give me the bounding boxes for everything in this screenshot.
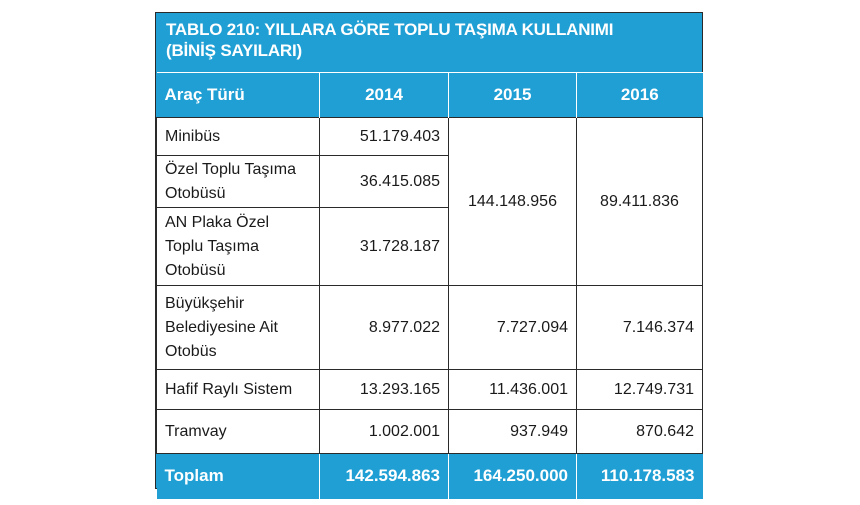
data-table-container	[155, 12, 703, 489]
header-vehicle-type: Araç Türü	[157, 73, 320, 118]
row-label: Büyükşehir Belediyesine Ait Otobüs	[157, 286, 320, 370]
merged-value-2016: 89.411.836	[577, 118, 703, 286]
table-row	[157, 370, 703, 410]
value-2014: 51.179.403	[320, 118, 449, 156]
table-row	[157, 118, 703, 156]
value-2015: 937.949	[449, 410, 577, 454]
row-label: AN Plaka Özel Toplu Taşıma Otobüsü	[157, 208, 320, 286]
table-title-line-1: TABLO 210: YILLARA GÖRE TOPLU TAŞIMA KULLANIMI	[166, 20, 614, 39]
total-label: Toplam	[157, 454, 320, 499]
header-row	[157, 73, 703, 118]
header-2016: 2016	[577, 73, 703, 118]
total-2014: 142.594.863	[320, 454, 449, 499]
table-row	[157, 286, 703, 370]
value-2014: 36.415.085	[320, 156, 449, 208]
header-2014: 2014	[320, 73, 449, 118]
total-2015: 164.250.000	[449, 454, 577, 499]
total-row	[157, 454, 703, 499]
value-2015: 11.436.001	[449, 370, 577, 410]
row-label: Minibüs	[157, 118, 320, 156]
header-2015: 2015	[449, 73, 577, 118]
row-label: Tramvay	[157, 410, 320, 454]
value-2016: 7.146.374	[577, 286, 703, 370]
row-label: Hafif Raylı Sistem	[157, 370, 320, 410]
table-row	[157, 410, 703, 454]
row-label: Özel Toplu Taşıma Otobüsü	[157, 156, 320, 208]
value-2016: 870.642	[577, 410, 703, 454]
transit-usage-table	[156, 72, 703, 499]
table-title-line-2: (BİNİŞ SAYILARI)	[166, 41, 302, 60]
value-2014: 31.728.187	[320, 208, 449, 286]
value-2014: 8.977.022	[320, 286, 449, 370]
table-title	[166, 19, 696, 61]
value-2015: 7.727.094	[449, 286, 577, 370]
value-2014: 13.293.165	[320, 370, 449, 410]
value-2016: 12.749.731	[577, 370, 703, 410]
total-2016: 110.178.583	[577, 454, 703, 499]
value-2014: 1.002.001	[320, 410, 449, 454]
merged-value-2015: 144.148.956	[449, 118, 577, 286]
